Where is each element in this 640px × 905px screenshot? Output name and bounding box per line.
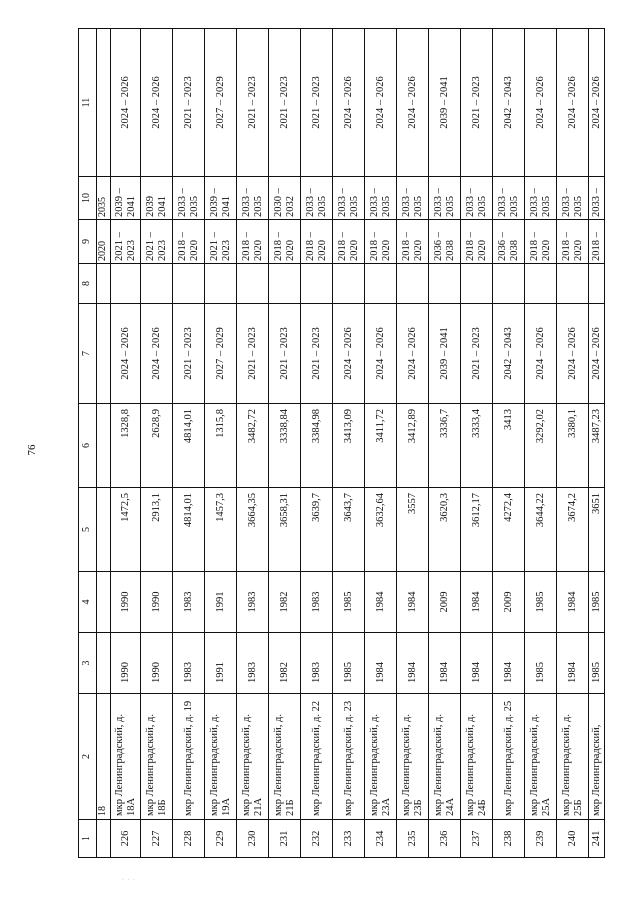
column-11-cell: 2021 – 2023 — [173, 29, 205, 177]
row-number: 233 — [333, 820, 365, 858]
column-8-cell — [173, 264, 205, 304]
living-area-cell: 3487,23 — [589, 404, 605, 488]
column-10-cell: 2033 – 2035 — [365, 177, 397, 220]
total-area-cell: 4814,01 — [173, 488, 205, 572]
address-cell: мкр Ленинградский, д. 21Б — [269, 694, 301, 820]
period-cell: 2021 – 2023 — [461, 304, 493, 404]
living-area-cell: 3412,89 — [397, 404, 429, 488]
period-cell: 2039 – 2041 — [429, 304, 461, 404]
address-cell: мкр Ленинградский, д. 23 — [333, 694, 365, 820]
header-cell: 6 — [79, 404, 97, 488]
period-cell: 2021 – 2023 — [173, 304, 205, 404]
housing-table — [78, 28, 605, 858]
year-commissioned-cell: 1983 — [237, 572, 269, 633]
column-11-cell: 2024 – 2026 — [333, 29, 365, 177]
total-area-cell: 2913,1 — [141, 488, 173, 572]
total-area-cell: 3651 — [589, 488, 605, 572]
table-row — [493, 29, 525, 858]
empty-cell — [97, 633, 111, 694]
living-area-cell: 3292,02 — [525, 404, 557, 488]
column-11-cell: 2024 – 2026 — [557, 29, 589, 177]
continuation-cell: 2020 — [97, 220, 111, 264]
period-cell: 2024 – 2026 — [365, 304, 397, 404]
row-number: 227 — [141, 820, 173, 858]
column-10-cell: 2033 – 2035 — [525, 177, 557, 220]
address-cell: мкр Ленинградский, д. 22 — [301, 694, 333, 820]
column-9-cell: 2018 – 2020 — [333, 220, 365, 264]
year-commissioned-cell: 1984 — [397, 572, 429, 633]
column-11-cell: 2027 – 2029 — [205, 29, 237, 177]
table-viewport — [78, 29, 602, 858]
living-area-cell: 3413,09 — [333, 404, 365, 488]
column-9-cell: 2018 – 2020 — [365, 220, 397, 264]
period-cell: 2024 – 2026 — [397, 304, 429, 404]
header-cell: 8 — [79, 264, 97, 304]
year-commissioned-cell: 1991 — [205, 572, 237, 633]
column-9-cell: 2021 – 2023 — [111, 220, 141, 264]
period-cell: 2024 – 2026 — [333, 304, 365, 404]
total-area-cell: 1457,3 — [205, 488, 237, 572]
column-9-cell: 2018 – 2020 — [525, 220, 557, 264]
year-commissioned-cell: 1990 — [111, 572, 141, 633]
year-commissioned-cell: 1983 — [173, 572, 205, 633]
period-cell: 2027 – 2029 — [205, 304, 237, 404]
row-number: 232 — [301, 820, 333, 858]
empty-cell — [97, 404, 111, 488]
empty-cell — [97, 304, 111, 404]
column-11-cell: 2024 – 2026 — [397, 29, 429, 177]
living-area-cell: 3338,84 — [269, 404, 301, 488]
row-number: 236 — [429, 820, 461, 858]
year-built-cell: 1983 — [301, 633, 333, 694]
address-cell: мкр Ленинградский, д. 19 — [173, 694, 205, 820]
year-built-cell: 1983 — [173, 633, 205, 694]
address-cell: мкр Ленинградский, д. 18А — [111, 694, 141, 820]
column-10-cell: 2033 – 2035 — [557, 177, 589, 220]
living-area-cell: 3380,1 — [557, 404, 589, 488]
column-9-cell: 2036 – 2038 — [493, 220, 525, 264]
row-number: 238 — [493, 820, 525, 858]
page-number: 76 — [26, 444, 38, 456]
column-8-cell — [429, 264, 461, 304]
column-10-cell: 2033 – 2035 — [493, 177, 525, 220]
header-cell: 2 — [79, 694, 97, 820]
row-number: 240 — [557, 820, 589, 858]
column-9-cell: 2018 – 2020 — [301, 220, 333, 264]
header-cell: 7 — [79, 304, 97, 404]
column-10-cell: 2033 – — [589, 177, 605, 220]
column-11-cell: 2024 – 2026 — [141, 29, 173, 177]
scan-mark: · · · — [122, 877, 136, 883]
column-10-cell: 2039 – 2041 — [111, 177, 141, 220]
living-area-cell: 2628,9 — [141, 404, 173, 488]
empty-cell — [97, 29, 111, 177]
period-cell: 2024 – 2026 — [525, 304, 557, 404]
address-cell: мкр Ленинградский, д. 18Б — [141, 694, 173, 820]
column-8-cell — [397, 264, 429, 304]
year-commissioned-cell: 1983 — [301, 572, 333, 633]
header-cell: 3 — [79, 633, 97, 694]
period-cell: 2024 – 2026 — [141, 304, 173, 404]
column-11-cell: 2024 – 2026 — [365, 29, 397, 177]
address-cell: мкр Ленинградский, д. 25 — [493, 694, 525, 820]
row-number: 235 — [397, 820, 429, 858]
row-number: 226 — [111, 820, 141, 858]
period-cell: 2024 – 2026 — [557, 304, 589, 404]
period-cell: 2021 – 2023 — [269, 304, 301, 404]
living-area-cell: 3411,72 — [365, 404, 397, 488]
year-built-cell: 1983 — [237, 633, 269, 694]
column-9-cell: 2018 – 2020 — [237, 220, 269, 264]
year-commissioned-cell: 1982 — [269, 572, 301, 633]
column-10-cell: 2039 2041 — [141, 177, 173, 220]
table-row — [205, 29, 237, 858]
column-8-cell — [461, 264, 493, 304]
column-8-cell — [111, 264, 141, 304]
column-11-cell: 2021 – 2023 — [237, 29, 269, 177]
year-commissioned-cell: 1990 — [141, 572, 173, 633]
column-9-cell: 2036 – 2038 — [429, 220, 461, 264]
living-area-cell: 3384,98 — [301, 404, 333, 488]
table-row — [525, 29, 557, 858]
year-commissioned-cell: 1985 — [333, 572, 365, 633]
year-built-cell: 1984 — [493, 633, 525, 694]
total-area-cell: 3620,3 — [429, 488, 461, 572]
column-8-cell — [525, 264, 557, 304]
row-number: 231 — [269, 820, 301, 858]
header-cell: 10 — [79, 177, 97, 220]
column-11-cell: 2024 – 2026 — [525, 29, 557, 177]
column-10-cell: 2033 – 2035 — [173, 177, 205, 220]
year-commissioned-cell: 2009 — [493, 572, 525, 633]
column-11-cell: 2024 – 2026 — [589, 29, 605, 177]
column-8-cell — [301, 264, 333, 304]
living-area-cell: 1328,8 — [111, 404, 141, 488]
column-9-cell: 2018 – 2020 — [461, 220, 493, 264]
empty-cell — [97, 488, 111, 572]
living-area-cell: 3413 — [493, 404, 525, 488]
living-area-cell: 3336,7 — [429, 404, 461, 488]
year-built-cell: 1990 — [111, 633, 141, 694]
total-area-cell: 3658,31 — [269, 488, 301, 572]
year-commissioned-cell: 1985 — [525, 572, 557, 633]
table-row — [589, 29, 605, 858]
column-10-cell: 2033 – 2035 — [429, 177, 461, 220]
address-cell: мкр Ленинградский, д. 23Б — [397, 694, 429, 820]
year-built-cell: 1984 — [461, 633, 493, 694]
year-built-cell: 1990 — [141, 633, 173, 694]
table-row — [429, 29, 461, 858]
header-row — [79, 29, 97, 858]
table-row — [301, 29, 333, 858]
column-9-cell: 2018 – — [589, 220, 605, 264]
column-11-cell: 2039 – 2041 — [429, 29, 461, 177]
year-built-cell: 1985 — [589, 633, 605, 694]
row-number: 228 — [173, 820, 205, 858]
column-10-cell: 2033 – 2035 — [333, 177, 365, 220]
address-cell: мкр Ленинградский, д. 21А — [237, 694, 269, 820]
header-cell: 11 — [79, 29, 97, 177]
column-9-cell: 2018 – 2020 — [269, 220, 301, 264]
column-9-cell: 2021 – 2023 — [205, 220, 237, 264]
row-number: 230 — [237, 820, 269, 858]
column-8-cell — [365, 264, 397, 304]
year-built-cell: 1985 — [333, 633, 365, 694]
column-8-cell — [589, 264, 605, 304]
row-number: 237 — [461, 820, 493, 858]
continuation-cell — [97, 820, 111, 858]
period-cell: 2021 – 2023 — [237, 304, 269, 404]
total-area-cell: 3643,7 — [333, 488, 365, 572]
table-row — [173, 29, 205, 858]
table-row — [237, 29, 269, 858]
table-row — [365, 29, 397, 858]
column-11-cell: 2021 – 2023 — [269, 29, 301, 177]
column-8-cell — [557, 264, 589, 304]
column-11-cell: 2042 – 2043 — [493, 29, 525, 177]
table-row — [461, 29, 493, 858]
period-cell: 2042 – 2043 — [493, 304, 525, 404]
row-number: 241 — [589, 820, 605, 858]
table-row — [141, 29, 173, 858]
year-built-cell: 1991 — [205, 633, 237, 694]
column-11-cell: 2024 – 2026 — [111, 29, 141, 177]
column-10-cell: 2033 – 2035 — [397, 177, 429, 220]
year-commissioned-cell: 1984 — [557, 572, 589, 633]
continuation-cell: 18 — [97, 694, 111, 820]
total-area-cell: 3557 — [397, 488, 429, 572]
total-area-cell: 3674,2 — [557, 488, 589, 572]
empty-cell — [97, 572, 111, 633]
column-10-cell: 2039 – 2041 — [205, 177, 237, 220]
column-10-cell: 2033 – 2035 — [237, 177, 269, 220]
column-9-cell: 2018 – 2020 — [397, 220, 429, 264]
table-row — [111, 29, 141, 858]
address-cell: мкр Ленинградский, д. 25Б — [557, 694, 589, 820]
column-11-cell: 2021 – 2023 — [461, 29, 493, 177]
year-built-cell: 1984 — [557, 633, 589, 694]
column-8-cell — [269, 264, 301, 304]
year-built-cell: 1984 — [365, 633, 397, 694]
row-number: 234 — [365, 820, 397, 858]
column-10-cell: 2033 – 2035 — [461, 177, 493, 220]
column-8-cell — [141, 264, 173, 304]
row-number: 229 — [205, 820, 237, 858]
column-10-cell: 2030 – 2032 — [269, 177, 301, 220]
column-8-cell — [333, 264, 365, 304]
living-area-cell: 3482,72 — [237, 404, 269, 488]
header-cell: 1 — [79, 820, 97, 858]
column-8-cell — [237, 264, 269, 304]
empty-cell — [97, 264, 111, 304]
continuation-row — [97, 29, 111, 858]
continuation-cell: 2035 — [97, 177, 111, 220]
period-cell: 2024 – 2026 — [111, 304, 141, 404]
year-commissioned-cell: 2009 — [429, 572, 461, 633]
column-9-cell: 2018 – 2020 — [173, 220, 205, 264]
address-cell: мкр Ленинградский, д. 24А — [429, 694, 461, 820]
total-area-cell: 3644,22 — [525, 488, 557, 572]
address-cell: мкр Ленинградский, д. 25А — [525, 694, 557, 820]
address-cell: мкр Ленинградский, д. 24Б — [461, 694, 493, 820]
column-8-cell — [493, 264, 525, 304]
table-row — [269, 29, 301, 858]
column-8-cell — [205, 264, 237, 304]
header-cell: 5 — [79, 488, 97, 572]
year-commissioned-cell: 1985 — [589, 572, 605, 633]
table-row — [333, 29, 365, 858]
address-cell: мкр Ленинградский, — [589, 694, 605, 820]
period-cell: 2021 – 2023 — [301, 304, 333, 404]
column-9-cell: 2018 – 2020 — [557, 220, 589, 264]
total-area-cell: 3632,64 — [365, 488, 397, 572]
row-number: 239 — [525, 820, 557, 858]
year-built-cell: 1984 — [397, 633, 429, 694]
total-area-cell: 4272,4 — [493, 488, 525, 572]
year-built-cell: 1984 — [429, 633, 461, 694]
total-area-cell: 3639,7 — [301, 488, 333, 572]
total-area-cell: 1472,5 — [111, 488, 141, 572]
total-area-cell: 3612,17 — [461, 488, 493, 572]
year-commissioned-cell: 1984 — [461, 572, 493, 633]
total-area-cell: 3664,35 — [237, 488, 269, 572]
column-10-cell: 2033 – 2035 — [301, 177, 333, 220]
column-11-cell: 2021 – 2023 — [301, 29, 333, 177]
living-area-cell: 3333,4 — [461, 404, 493, 488]
address-cell: мкр Ленинградский, д. 23А — [365, 694, 397, 820]
year-built-cell: 1982 — [269, 633, 301, 694]
year-built-cell: 1985 — [525, 633, 557, 694]
address-cell: мкр Ленинградский, д. 19А — [205, 694, 237, 820]
column-9-cell: 2021 – 2023 — [141, 220, 173, 264]
table-row — [557, 29, 589, 858]
header-cell: 4 — [79, 572, 97, 633]
table-row — [397, 29, 429, 858]
living-area-cell: 1315,8 — [205, 404, 237, 488]
living-area-cell: 4814,01 — [173, 404, 205, 488]
header-cell: 9 — [79, 220, 97, 264]
period-cell: 2024 – 2026 — [589, 304, 605, 404]
year-commissioned-cell: 1984 — [365, 572, 397, 633]
